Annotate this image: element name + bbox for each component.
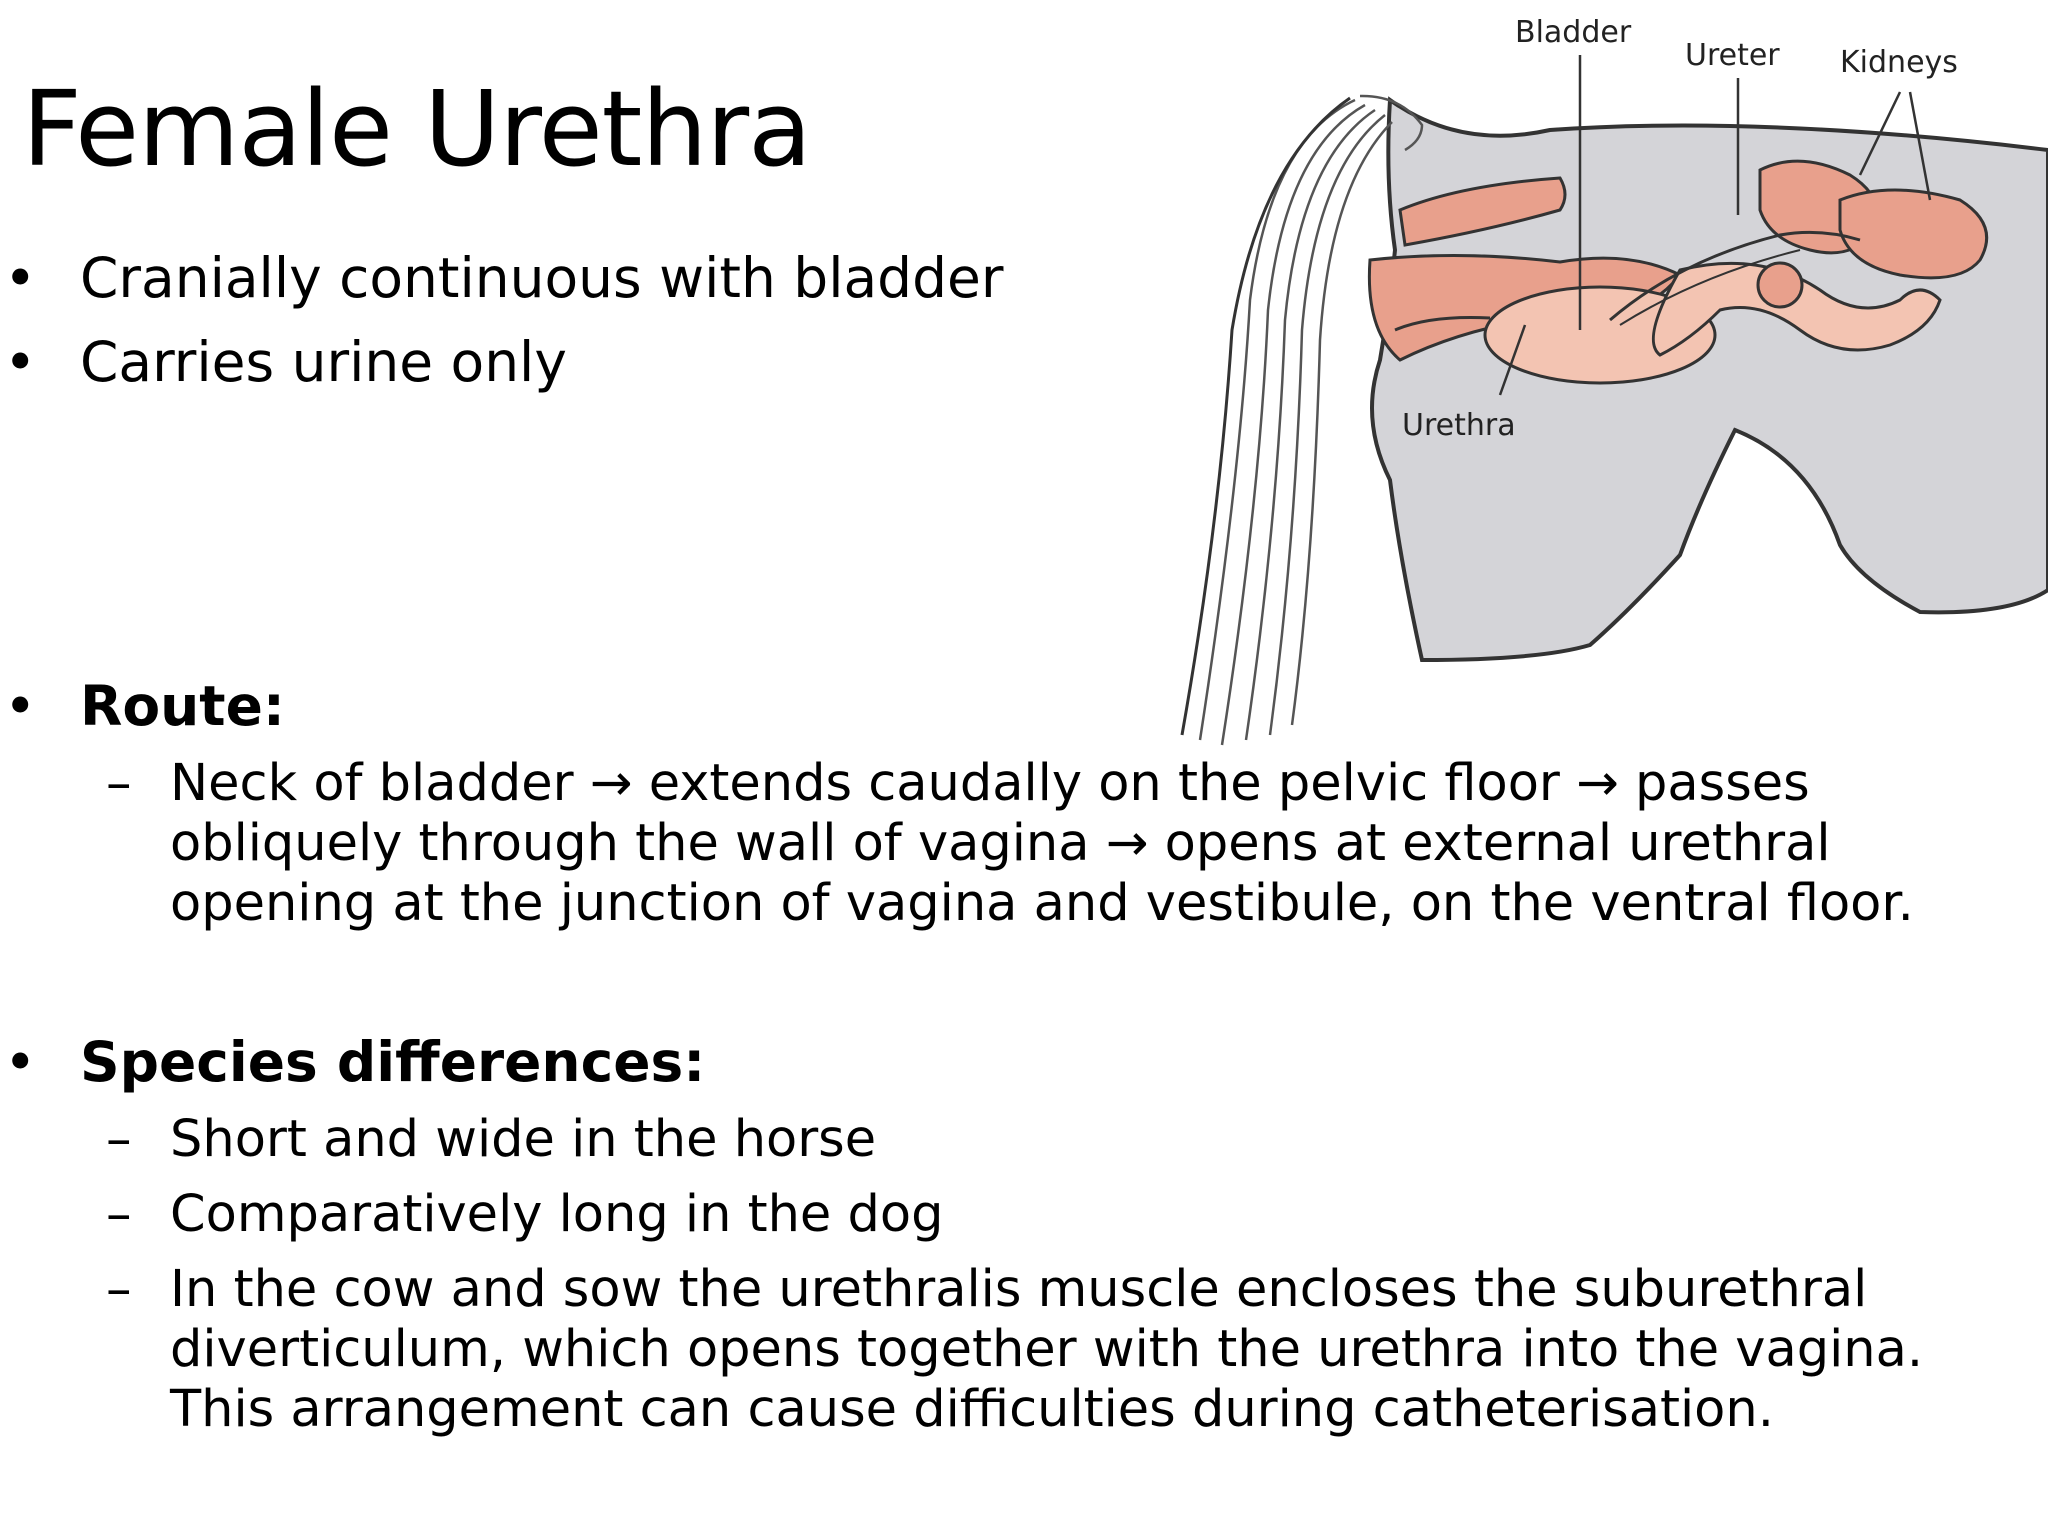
species-line: This arrangement can cause difficulties during catheterisation. xyxy=(170,1380,1774,1439)
route-heading xyxy=(4,664,285,748)
species-item-cow-sow xyxy=(106,1260,1930,1440)
slide-title: Female Urethra xyxy=(22,68,811,190)
dash-symbol: – xyxy=(106,1260,132,1319)
species-heading-text: Species differences: xyxy=(80,1030,706,1094)
bullet-text: Carries urine only xyxy=(80,330,567,394)
bullet-text: Cranially continuous with bladder xyxy=(80,246,1004,310)
label-kidneys: Kidneys xyxy=(1840,45,1958,80)
dash-symbol: – xyxy=(106,754,132,813)
species-line: Short and wide in the horse xyxy=(170,1110,877,1169)
bullet-symbol: • xyxy=(4,246,37,310)
route-description xyxy=(106,754,1930,934)
species-item-dog xyxy=(106,1185,1930,1245)
species-line: Comparatively long in the dog xyxy=(170,1185,944,1244)
species-heading xyxy=(4,1020,706,1104)
dash-symbol: – xyxy=(106,1185,132,1244)
body-silhouette xyxy=(1372,100,2048,660)
dash-symbol: – xyxy=(106,1110,132,1169)
label-urethra: Urethra xyxy=(1402,408,1516,443)
route-line: obliquely through the wall of vagina → opens at external urethral xyxy=(170,814,1831,873)
bullet-cranially xyxy=(4,236,1004,320)
species-item-horse xyxy=(106,1110,1930,1170)
bullet-symbol: • xyxy=(4,330,37,394)
species-line: diverticulum, which opens together with the urethra into the vagina. xyxy=(170,1320,1924,1379)
ovary-drawing xyxy=(1758,263,1802,307)
bullet-symbol: • xyxy=(4,1030,37,1094)
bullet-symbol: • xyxy=(4,674,37,738)
route-line: Neck of bladder → extends caudally on the pelvic floor → passes xyxy=(170,754,1810,813)
anatomy-illustration xyxy=(1160,0,2048,760)
route-line: opening at the junction of vagina and vestibule, on the ventral floor. xyxy=(170,874,1914,933)
bullet-carries xyxy=(4,320,567,404)
label-bladder: Bladder xyxy=(1515,15,1632,50)
species-line: In the cow and sow the urethralis muscle encloses the suburethral xyxy=(170,1260,1868,1319)
route-heading-text: Route: xyxy=(80,674,285,738)
label-ureter: Ureter xyxy=(1685,38,1780,73)
